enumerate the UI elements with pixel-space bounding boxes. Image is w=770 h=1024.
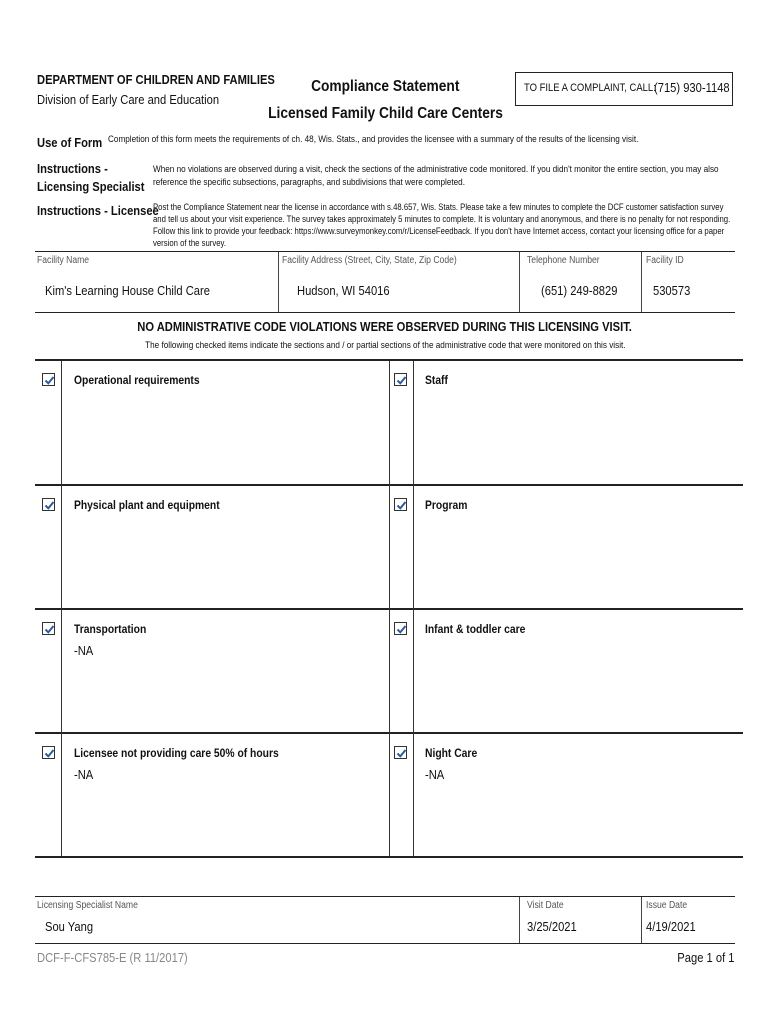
checkbox[interactable] [394,373,407,386]
telephone-label: Telephone Number [527,255,600,266]
checkmark-icon [395,623,408,636]
grid-divider [389,361,390,856]
visit-date: 3/25/2021 [527,919,577,934]
checkbox[interactable] [394,622,407,635]
facility-address: Hudson, WI 54016 [297,283,390,298]
checkmark-icon [43,499,56,512]
facility-id: 530573 [653,283,691,298]
grid-divider [61,361,62,856]
item-title: Infant & toddler care [425,622,526,636]
facility-id-label: Facility ID [646,255,684,266]
page-number: Page 1 of 1 [676,950,734,965]
checkmark-icon [43,747,56,760]
divider [641,252,642,312]
licensee-instructions-label: Instructions - Licensee [37,203,159,218]
checkmark-icon [43,374,56,387]
divider [278,252,279,312]
specialist-box [35,896,735,944]
issue-date-label: Issue Date [646,900,688,911]
monitored-subheading: The following checked items indicate the sections and / or partial sections of the administrative code that were monitored on this visit. [144,340,626,351]
divider [519,252,520,312]
grid-divider [413,361,414,856]
item-title: Staff [425,373,448,387]
divider [519,897,520,943]
facility-name: Kim's Learning House Child Care [45,283,210,298]
checkbox[interactable] [42,746,55,759]
no-violations-heading: NO ADMINISTRATIVE CODE VIOLATIONS WERE OBSERVED DURING THIS LICENSING VISIT. [137,319,633,334]
item-note: -NA [74,643,94,658]
checkbox[interactable] [42,373,55,386]
checkbox[interactable] [42,498,55,511]
specialist-instructions-text: When no violations are observed during a visit, check the sections of the administrative code monitored. If you didn't monitor the entire section, you may also reference the specific subsections, paragraphs, and subdivisions that were completed. [153,164,719,188]
item-title: Night Care [425,746,478,760]
item-title: Operational requirements [74,373,200,387]
telephone-number: (651) 249-8829 [541,283,618,298]
checkmark-icon [43,623,56,636]
facility-address-label: Facility Address (Street, City, State, Zip Code) [282,255,457,266]
complaint-phone: (715) 930-1148 [654,80,730,95]
checkmark-icon [395,747,408,760]
checkbox[interactable] [394,746,407,759]
specialist-name: Sou Yang [45,919,94,934]
specialist-instructions-label: Instructions - Licensing Specialist [37,161,145,194]
form-title: Compliance Statement [310,78,460,95]
checkbox[interactable] [394,498,407,511]
item-note: -NA [74,767,94,782]
visit-date-label: Visit Date [527,900,564,911]
form-subtitle: Licensed Family Child Care Centers [267,105,503,122]
specialist-name-label: Licensing Specialist Name [37,900,138,911]
facility-name-label: Facility Name [37,255,90,266]
issue-date: 4/19/2021 [646,919,696,934]
department-name: DEPARTMENT OF CHILDREN AND FAMILIES [37,72,275,87]
form-code: DCF-F-CFS785-E (R 11/2017) [37,950,188,965]
item-title: Licensee not providing care 50% of hours [74,746,279,760]
grid-border [35,856,743,858]
item-title: Program [425,498,468,512]
use-of-form-label: Use of Form [37,135,103,150]
item-title: Transportation [74,622,147,636]
item-title: Physical plant and equipment [74,498,220,512]
division-name: Division of Early Care and Education [37,92,220,107]
use-of-form-text: Completion of this form meets the requirements of ch. 48, Wis. Stats., and provides the licensee with a summary of the results of the licensing visit. [108,134,639,145]
complaint-label: TO FILE A COMPLAINT, CALL: [524,82,656,94]
licensee-instructions-text: Post the Compliance Statement near the license in accordance with s.48.657, Wis. Stats. Please take a few minutes to complete the DCF customer satisfaction survey and tell us about your visit experience. The survey takes approximately 5 minutes to complete. It is voluntary and anonymous, and there is no penalty for not responding. Follow this link to provide your feedback: https://www.surveymonkey.com/r/LicenseFeedback. If you don't have Internet access, contact your licensing office for a paper version of the survey. [153,202,731,248]
item-note: -NA [425,767,445,782]
divider [641,897,642,943]
checkbox[interactable] [42,622,55,635]
checkmark-icon [395,374,408,387]
checkmark-icon [395,499,408,512]
